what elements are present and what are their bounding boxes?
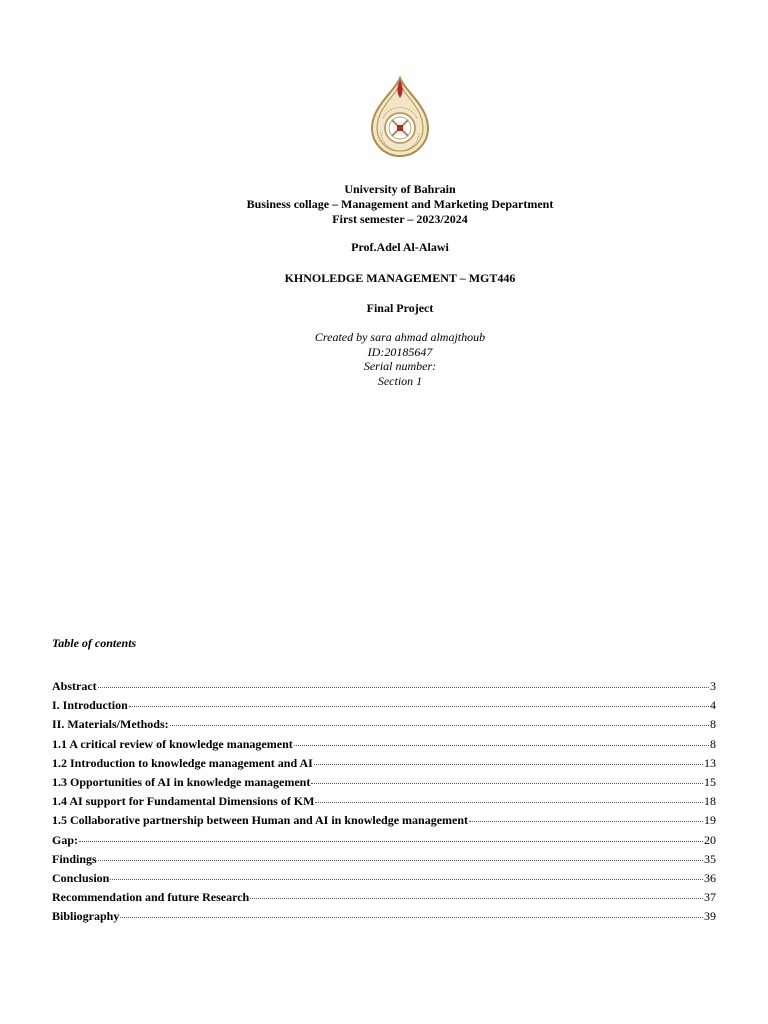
project-block [0, 301, 768, 316]
toc-entry-label: Findings [52, 851, 97, 866]
toc-entry-label: 1.1 A critical review of knowledge management [52, 736, 293, 751]
student-id: ID:20185647 [367, 344, 433, 359]
toc-entry[interactable] [52, 852, 716, 871]
toc-entry-label: Conclusion [52, 870, 110, 885]
toc-leader-dots [315, 802, 703, 803]
toc-entry[interactable] [52, 679, 716, 698]
toc-entry-page: 8 [710, 717, 716, 732]
toc-entry-page: 4 [710, 698, 716, 713]
professor-block [0, 240, 768, 255]
toc-leader-dots [110, 879, 703, 880]
toc-entry-label: 1.3 Opportunities of AI in knowledge management [52, 774, 311, 789]
toc-leader-dots [98, 860, 703, 861]
course-block [0, 271, 768, 286]
toc-entry[interactable] [52, 909, 716, 928]
student-info [0, 330, 768, 388]
toc-entry-page: 39 [704, 909, 716, 924]
section: Section 1 [377, 373, 423, 388]
toc-leader-dots [120, 917, 703, 918]
toc-leader-dots [79, 841, 703, 842]
toc-leader-dots [314, 764, 703, 765]
toc-entry-page: 35 [704, 851, 716, 866]
toc-entry-page: 8 [710, 736, 716, 751]
toc-entry[interactable] [52, 698, 716, 717]
title-block [0, 182, 768, 227]
project-title: Final Project [366, 301, 434, 315]
toc-entry-page: 3 [710, 679, 716, 693]
toc-leader-dots [129, 706, 709, 707]
toc-leader-dots [311, 783, 703, 784]
toc-entry[interactable] [52, 737, 716, 756]
semester: First semester – 2023/2024 [332, 212, 468, 226]
college-department: Business collage – Management and Marketing Department [246, 197, 554, 211]
university-name: University of Bahrain [344, 182, 456, 196]
toc-entry-label: Bibliography [52, 909, 120, 924]
created-by: Created by sara ahmad almajthoub [314, 330, 486, 344]
toc-entry[interactable] [52, 794, 716, 813]
toc-entry-page: 36 [704, 870, 716, 885]
table-of-contents [52, 679, 716, 928]
toc-entry[interactable] [52, 756, 716, 775]
toc-entry-label: Recommendation and future Research [52, 890, 250, 905]
toc-entry-label: 1.5 Collaborative partnership between Human and AI in knowledge management [52, 813, 469, 828]
toc-entry[interactable] [52, 813, 716, 832]
toc-leader-dots [469, 821, 703, 822]
toc-entry-page: 13 [704, 755, 716, 770]
toc-entry-label: II. Materials/Methods: [52, 717, 169, 732]
toc-entry[interactable] [52, 775, 716, 794]
toc-entry-label: I. Introduction [52, 698, 128, 713]
toc-leader-dots [294, 745, 709, 746]
toc-entry-page: 20 [704, 832, 716, 847]
toc-leader-dots [250, 898, 703, 899]
toc-entry[interactable] [52, 717, 716, 736]
toc-entry[interactable] [52, 871, 716, 890]
course-title: KHNOLEDGE MANAGEMENT – MGT446 [284, 271, 516, 285]
toc-leader-dots [170, 725, 709, 726]
toc-entry[interactable] [52, 890, 716, 909]
toc-entry-page: 19 [704, 813, 716, 828]
toc-entry-label: 1.4 AI support for Fundamental Dimensions of KM [52, 794, 315, 809]
university-seal-logo [366, 76, 434, 158]
professor-name: Prof.Adel Al-Alawi [351, 240, 449, 254]
toc-entry-page: 15 [704, 774, 716, 789]
toc-entry[interactable] [52, 833, 716, 852]
toc-entry-label: Abstract [52, 679, 97, 693]
toc-leader-dots [98, 687, 709, 688]
toc-heading: Table of contents [52, 636, 137, 650]
toc-entry-page: 37 [704, 890, 716, 905]
toc-entry-label: 1.2 Introduction to knowledge management and AI [52, 755, 313, 770]
toc-entry-label: Gap: [52, 832, 79, 847]
serial-number: Serial number: [363, 359, 437, 373]
toc-entry-page: 18 [704, 794, 716, 809]
